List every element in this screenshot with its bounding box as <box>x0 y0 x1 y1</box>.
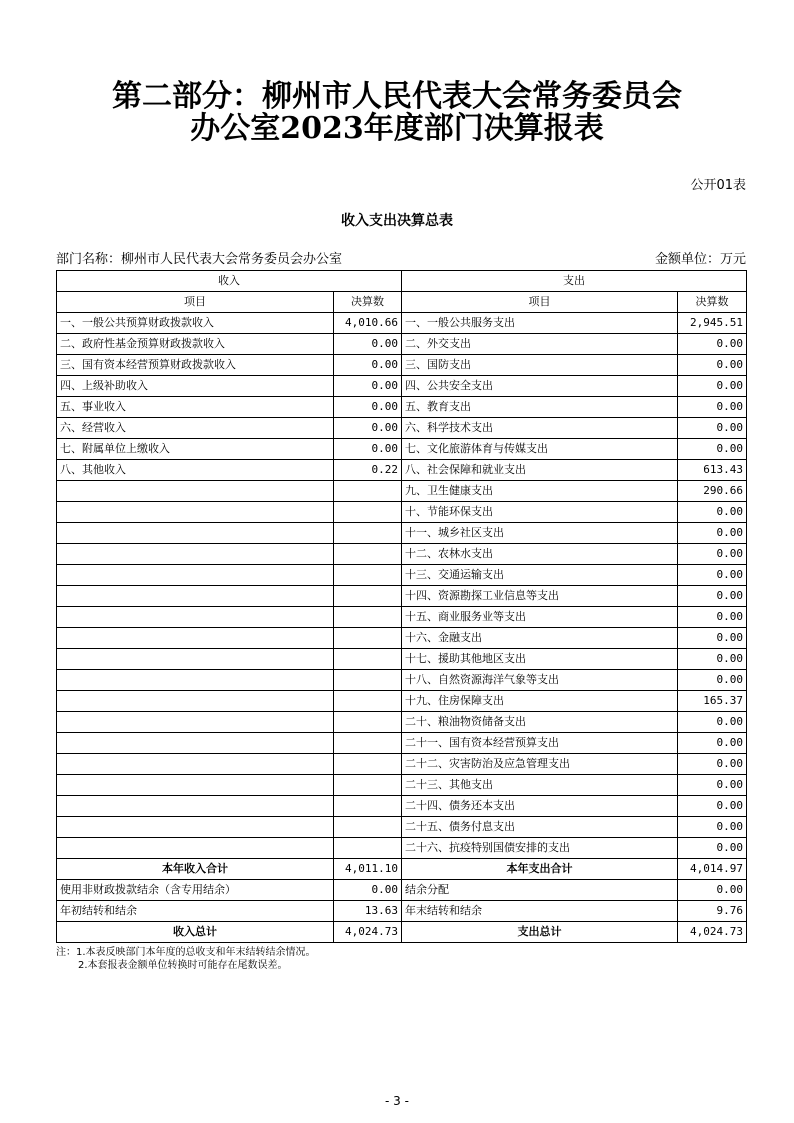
expense-amount: 0.00 <box>678 649 747 670</box>
income-item <box>57 607 334 628</box>
income-item <box>57 481 334 502</box>
table-row <box>57 628 747 649</box>
table-row <box>57 649 747 670</box>
expense-item: 五、教育支出 <box>402 397 678 418</box>
expense-item: 二十五、债务付息支出 <box>402 817 678 838</box>
expense-amount: 290.66 <box>678 481 747 502</box>
table-row <box>57 544 747 565</box>
department-name: 部门名称：柳州市人民代表大会常务委员会办公室 <box>56 252 343 267</box>
table-row <box>57 397 747 418</box>
expense-amount: 0.00 <box>678 523 747 544</box>
total-row <box>57 922 747 943</box>
income-amount: 4,010.66 <box>334 313 402 334</box>
income-item <box>57 733 334 754</box>
income-item <box>57 565 334 586</box>
income-amount <box>334 733 402 754</box>
expense-amount: 0.00 <box>678 439 747 460</box>
income-amount: 0.00 <box>334 334 402 355</box>
expense-amount: 0.00 <box>678 712 747 733</box>
income-amount <box>334 817 402 838</box>
expense-amount: 0.00 <box>678 880 747 901</box>
expense-amount: 0.00 <box>678 628 747 649</box>
income-amount: 0.00 <box>334 376 402 397</box>
income-item <box>57 796 334 817</box>
income-amount <box>334 607 402 628</box>
expense-item: 结余分配 <box>402 880 678 901</box>
income-item <box>57 502 334 523</box>
expense-item: 一、一般公共服务支出 <box>402 313 678 334</box>
expense-amount: 0.00 <box>678 670 747 691</box>
expense-amount: 0.00 <box>678 418 747 439</box>
expense-item: 十一、城乡社区支出 <box>402 523 678 544</box>
income-amount <box>334 775 402 796</box>
expense-header: 支出 <box>402 271 747 292</box>
income-amount: 0.00 <box>334 880 402 901</box>
page-number: - 3 - <box>385 1094 409 1108</box>
income-amount <box>334 523 402 544</box>
expense-amount: 4,024.73 <box>678 922 747 943</box>
income-amount: 0.00 <box>334 439 402 460</box>
expense-amount: 0.00 <box>678 817 747 838</box>
income-item <box>57 670 334 691</box>
expense-item: 二十二、灾害防治及应急管理支出 <box>402 754 678 775</box>
income-item: 收入总计 <box>57 922 334 943</box>
page-title-line2: 办公室2023年度部门决算报表 <box>190 111 604 146</box>
expense-amount: 0.00 <box>678 376 747 397</box>
table-row <box>57 880 747 901</box>
expense-item: 本年支出合计 <box>402 859 678 880</box>
expense-item: 二十三、其他支出 <box>402 775 678 796</box>
expense-item: 十九、住房保障支出 <box>402 691 678 712</box>
expense-item: 七、文化旅游体育与传媒支出 <box>402 439 678 460</box>
expense-amount: 0.00 <box>678 355 747 376</box>
table-row <box>57 313 747 334</box>
expense-item-header: 项目 <box>402 292 678 313</box>
table-row <box>57 439 747 460</box>
income-item <box>57 691 334 712</box>
income-item: 八、其他收入 <box>57 460 334 481</box>
income-amount <box>334 670 402 691</box>
expense-item: 十五、商业服务业等支出 <box>402 607 678 628</box>
income-item: 本年收入合计 <box>57 859 334 880</box>
income-amount <box>334 565 402 586</box>
income-item: 五、事业收入 <box>57 397 334 418</box>
income-item: 年初结转和结余 <box>57 901 334 922</box>
table-row <box>57 376 747 397</box>
expense-item: 二十一、国有资本经营预算支出 <box>402 733 678 754</box>
table-row <box>57 418 747 439</box>
income-item: 二、政府性基金预算财政拨款收入 <box>57 334 334 355</box>
expense-amount: 4,014.97 <box>678 859 747 880</box>
expense-amount: 0.00 <box>678 733 747 754</box>
expense-amount: 0.00 <box>678 565 747 586</box>
expense-amount: 0.00 <box>678 796 747 817</box>
income-amount <box>334 481 402 502</box>
expense-amount: 0.00 <box>678 397 747 418</box>
table-row <box>57 607 747 628</box>
income-item: 三、国有资本经营预算财政拨款收入 <box>57 355 334 376</box>
expense-item: 十二、农林水支出 <box>402 544 678 565</box>
income-amount <box>334 754 402 775</box>
expense-item: 十四、资源勘探工业信息等支出 <box>402 586 678 607</box>
expense-item: 六、科学技术支出 <box>402 418 678 439</box>
expense-item: 二十四、债务还本支出 <box>402 796 678 817</box>
table-row <box>57 817 747 838</box>
income-header: 收入 <box>57 271 402 292</box>
expense-amount: 0.00 <box>678 754 747 775</box>
income-item <box>57 754 334 775</box>
form-code: 公开01表 <box>690 178 746 193</box>
budget-summary-table <box>56 270 747 943</box>
income-amount <box>334 838 402 859</box>
expense-item: 二十六、抗疫特别国债安排的支出 <box>402 838 678 859</box>
expense-amount: 0.00 <box>678 544 747 565</box>
expense-amount: 0.00 <box>678 502 747 523</box>
section-header-row <box>57 271 747 292</box>
income-item <box>57 649 334 670</box>
expense-item: 四、公共安全支出 <box>402 376 678 397</box>
table-row <box>57 838 747 859</box>
income-amount: 4,011.10 <box>334 859 402 880</box>
table-row <box>57 901 747 922</box>
income-amount <box>334 691 402 712</box>
table-row <box>57 691 747 712</box>
expense-item: 支出总计 <box>402 922 678 943</box>
expense-item: 三、国防支出 <box>402 355 678 376</box>
income-amount: 0.00 <box>334 397 402 418</box>
subtotal-row <box>57 859 747 880</box>
income-amount: 0.00 <box>334 418 402 439</box>
expense-item: 十六、金融支出 <box>402 628 678 649</box>
income-amount-header: 决算数 <box>334 292 402 313</box>
income-amount <box>334 586 402 607</box>
income-item: 一、一般公共预算财政拨款收入 <box>57 313 334 334</box>
table-row <box>57 334 747 355</box>
income-item <box>57 775 334 796</box>
income-item: 使用非财政拨款结余（含专用结余） <box>57 880 334 901</box>
amount-unit: 金额单位：万元 <box>654 252 746 267</box>
income-item <box>57 628 334 649</box>
income-item <box>57 586 334 607</box>
income-item <box>57 544 334 565</box>
table-row <box>57 775 747 796</box>
income-amount <box>334 649 402 670</box>
note-1: 注：1.本表反映部门本年度的总收支和年末结转结余情况。 <box>56 947 316 958</box>
expense-amount: 613.43 <box>678 460 747 481</box>
income-item <box>57 712 334 733</box>
expense-item: 二、外交支出 <box>402 334 678 355</box>
income-amount: 13.63 <box>334 901 402 922</box>
table-row <box>57 712 747 733</box>
expense-amount: 0.00 <box>678 838 747 859</box>
income-amount <box>334 628 402 649</box>
expense-amount: 9.76 <box>678 901 747 922</box>
income-amount: 0.22 <box>334 460 402 481</box>
expense-amount: 0.00 <box>678 334 747 355</box>
expense-item: 十、节能环保支出 <box>402 502 678 523</box>
table-row <box>57 796 747 817</box>
expense-amount: 0.00 <box>678 586 747 607</box>
expense-item: 十三、交通运输支出 <box>402 565 678 586</box>
income-item: 四、上级补助收入 <box>57 376 334 397</box>
table-row <box>57 502 747 523</box>
expense-item: 八、社会保障和就业支出 <box>402 460 678 481</box>
table-row <box>57 754 747 775</box>
expense-amount: 0.00 <box>678 607 747 628</box>
page-title-line1: 第二部分：柳州市人民代表大会常务委员会 <box>112 79 682 114</box>
expense-amount: 165.37 <box>678 691 747 712</box>
expense-amount: 0.00 <box>678 775 747 796</box>
income-amount <box>334 796 402 817</box>
income-item <box>57 817 334 838</box>
table-row <box>57 733 747 754</box>
table-row <box>57 355 747 376</box>
table-row <box>57 481 747 502</box>
table-row <box>57 586 747 607</box>
income-item <box>57 523 334 544</box>
table-row <box>57 523 747 544</box>
table-row <box>57 670 747 691</box>
expense-item: 年末结转和结余 <box>402 901 678 922</box>
expense-amount: 2,945.51 <box>678 313 747 334</box>
table-subtitle: 收入支出决算总表 <box>341 213 453 229</box>
expense-amount-header: 决算数 <box>678 292 747 313</box>
income-amount <box>334 544 402 565</box>
income-amount <box>334 712 402 733</box>
expense-item: 二十、粮油物资储备支出 <box>402 712 678 733</box>
income-item <box>57 838 334 859</box>
income-amount <box>334 502 402 523</box>
income-item: 六、经营收入 <box>57 418 334 439</box>
footnotes <box>56 946 316 972</box>
expense-item: 十八、自然资源海洋气象等支出 <box>402 670 678 691</box>
table-row <box>57 460 747 481</box>
note-2: 2.本套报表金额单位转换时可能存在尾数误差。 <box>78 960 288 971</box>
expense-item: 十七、援助其他地区支出 <box>402 649 678 670</box>
column-header-row <box>57 292 747 313</box>
expense-item: 九、卫生健康支出 <box>402 481 678 502</box>
income-item-header: 项目 <box>57 292 334 313</box>
income-amount: 0.00 <box>334 355 402 376</box>
income-item: 七、附属单位上缴收入 <box>57 439 334 460</box>
income-amount: 4,024.73 <box>334 922 402 943</box>
table-row <box>57 565 747 586</box>
